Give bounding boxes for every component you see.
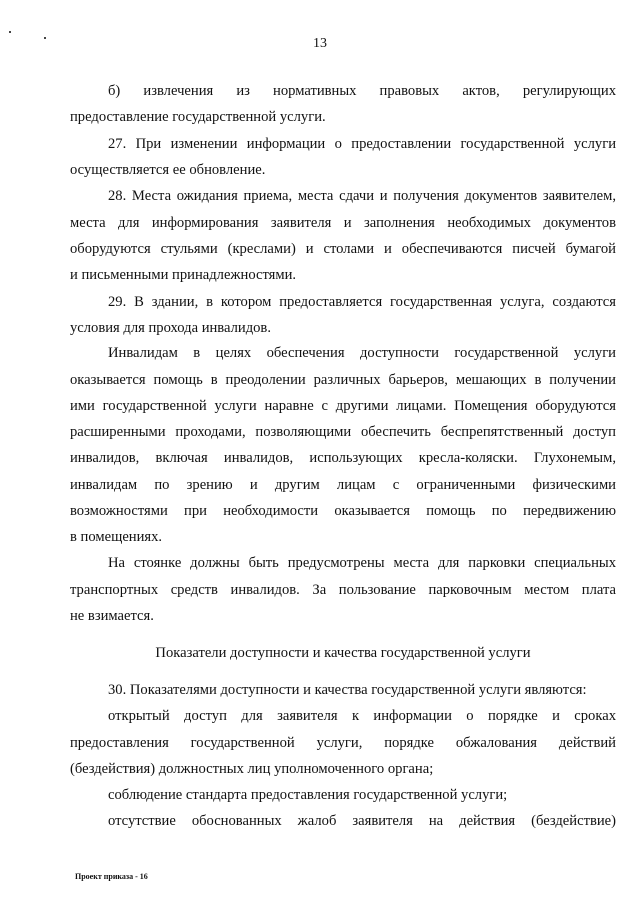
text-line: соблюдение стандарта предоставления государственной услуги;: [108, 787, 508, 803]
text-line: 28. Места ожидания приема, места сдачи и получения документов заявителем,: [108, 188, 616, 204]
text-line: осуществляется ее обновление.: [70, 162, 266, 178]
text-line: условия для прохода инвалидов.: [70, 320, 271, 336]
text-line: оборудуются стульями (креслами) и столами и обеспечиваются писчей бумагой: [70, 241, 616, 257]
text-line: оказывается помощь в преодолении различных барьеров, мешающих в получении: [70, 372, 616, 388]
text-line: (бездействия) должностных лиц уполномоченного органа;: [70, 761, 434, 777]
text-line: ими государственной услуги наравне с другими лицами. Помещения оборудуются: [70, 398, 616, 414]
text-line: возможностями при необходимости оказывается помощь по передвижению: [70, 503, 616, 519]
text-line: предоставления государственной услуги, порядке обжалования действий: [70, 735, 616, 751]
text-line: в помещениях.: [70, 529, 163, 545]
text-line: предоставление государственной услуги.: [70, 109, 326, 125]
text-line: Инвалидам в целях обеспечения доступности государственной услуги: [108, 345, 616, 361]
text-line: отсутствие обоснованных жалоб заявителя на действия (бездействие): [108, 813, 616, 829]
text-line: На стоянке должны быть предусмотрены места для парковки специальных: [108, 555, 616, 571]
text-line: и письменными принадлежностями.: [70, 267, 297, 283]
footer-label: Проект приказа - 16: [75, 872, 148, 881]
scan-speck: [9, 31, 11, 33]
text-line: 29. В здании, в котором предоставляется государственная услуга, создаются: [108, 294, 616, 310]
text-line: не взимается.: [70, 608, 154, 624]
text-line: места для информирования заявителя и заполнения необходимых документов: [70, 215, 616, 231]
text-line: инвалидам по зрению и другим лицам с ограниченными физическими: [70, 477, 616, 493]
text-line: б) извлечения из нормативных правовых актов, регулирующих: [108, 83, 616, 99]
text-line: 30. Показателями доступности и качества государственной услуги являются:: [108, 682, 587, 698]
text-line: открытый доступ для заявителя к информации о порядке и сроках: [108, 708, 616, 724]
section-heading: Показатели доступности и качества государственной услуги: [155, 645, 531, 661]
text-line: транспортных средств инвалидов. За пользование парковочным местом плата: [70, 582, 616, 598]
text-line: 27. При изменении информации о предоставлении государственной услуги: [108, 136, 616, 152]
text-line: инвалидов, включая инвалидов, использующих кресла-коляски. Глухонемым,: [70, 450, 616, 466]
text-line: расширенными проходами, позволяющими обеспечить беспрепятственный доступ: [70, 424, 616, 440]
page-number: 13: [313, 36, 327, 51]
